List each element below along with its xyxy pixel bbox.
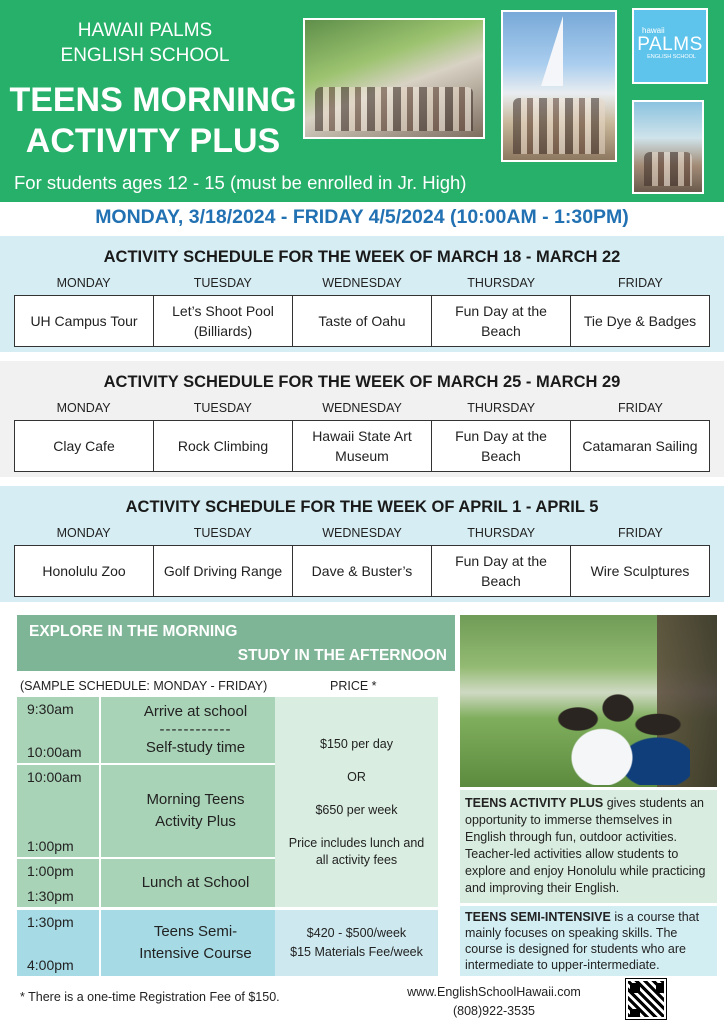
activity-tuesday: Golf Driving Range [153,546,292,596]
activity-thursday: Fun Day at the Beach [431,546,570,596]
day-header-thursday: THURSDAY [467,276,536,290]
registration-fee-note: * There is a one-time Registration Fee of $150. [20,990,280,1004]
start-time: 9:30am [27,701,74,717]
students-park-photo [460,615,717,787]
time-cell [17,697,99,763]
semi-materials-fee: $15 Materials Fee/week [290,945,423,959]
activity-thursday: Fun Day at the Beach [431,421,570,471]
activity-self-study: Self-study time [145,739,246,756]
schedule-activity [101,697,290,763]
program-dates: MONDAY, 3/18/2024 - FRIDAY 4/5/2024 (10:00AM - 1:30PM) [95,206,629,228]
day-header-monday: MONDAY [56,276,111,290]
week-title: ACTIVITY SCHEDULE FOR THE WEEK OF APRIL 1 - APRIL 5 [125,498,599,516]
logo-sub-text: ENGLISH SCHOOL [647,54,696,60]
start-time: 1:00pm [27,863,74,879]
explore-line1: EXPLORE IN THE MORNING [29,623,238,640]
activity-tuesday: Rock Climbing [153,421,292,471]
activity-monday: UH Campus Tour [30,313,138,329]
activity-row [14,420,710,472]
activity-wednesday: Taste of Oahu [292,296,431,346]
day-header-friday: FRIDAY [617,276,663,290]
day-header-tuesday: TUESDAY [193,276,252,290]
semi-intensive-text: is a course that mainly focuses on speaking skills. The course is designed for students who are intermediate to upper-intermediate. [465,910,700,972]
time-cell [17,859,99,907]
activity-plus-text: gives students an opportunity to immerse themselves in English through fun, outdoor activities. Teacher-led activities allow students to explore and enjoy Honolulu while practicing and improving their English. [465,796,706,895]
time-cell [17,765,99,857]
explore-line2: STUDY IN THE AFTERNOON [237,647,447,664]
activity-arrive: Arrive at school [143,703,248,720]
semi-intensive-price [275,910,438,976]
day-header-monday: MONDAY [56,401,111,415]
contact-info [396,983,592,1021]
sample-schedule-section [0,609,724,1024]
day-header-friday: FRIDAY [617,401,663,415]
activity-plus-name: TEENS ACTIVITY PLUS [465,796,604,810]
semi-intensive-name: TEENS SEMI-INTENSIVE [465,910,611,924]
catamaran-photo [501,10,617,162]
price-includes: Price includes lunch and all activity fees [288,835,425,867]
school-name-line2: ENGLISH SCHOOL [60,45,230,66]
end-time: 1:00pm [27,838,74,854]
end-time: 10:00am [27,744,82,760]
price-or: OR [347,769,366,784]
price-per-day: $150 per day [320,736,393,751]
activity-friday: Wire Sculptures [570,546,709,596]
students-figures [315,87,473,131]
activity-tuesday: Let’s Shoot Pool (Billiards) [153,296,292,346]
start-time: 10:00am [27,769,82,785]
end-time: 4:00pm [27,957,74,973]
school-name [30,18,260,68]
program-title-line2: ACTIVITY PLUS [25,122,281,160]
end-time: 1:30pm [27,888,74,904]
activity-friday: Catamaran Sailing [570,421,709,471]
activity-row [14,295,710,347]
phone-number: (808)922-3535 [452,1004,535,1018]
header-banner [0,0,724,202]
day-header-friday: FRIDAY [617,526,663,540]
day-header-thursday: THURSDAY [467,526,536,540]
activity-friday: Tie Dye & Badges [570,296,709,346]
time-cell [17,910,99,976]
palms-logo [632,8,708,84]
qr-code-icon [626,979,666,1019]
day-header-thursday: THURSDAY [467,401,536,415]
day-headers [14,401,710,415]
week-title: ACTIVITY SCHEDULE FOR THE WEEK OF MARCH 18 - MARCH 22 [103,248,621,266]
logo-big-text: PALMS [637,34,703,55]
activity-monday: Clay Cafe [53,438,115,454]
semi-intensive-description [460,906,717,976]
week-schedule-3 [0,486,724,602]
students-on-beach [513,98,605,154]
schedule-activity: Morning Teens Activity Plus [101,765,290,857]
price-per-week: $650 per week [315,802,398,817]
week-schedule-1 [0,236,724,352]
day-header-wednesday: WEDNESDAY [322,526,402,540]
age-requirement: For students ages 12 - 15 (must be enrolled in Jr. High) [14,172,467,193]
sail-shape [541,16,563,86]
program-title-line1: TEENS MORNING [9,81,297,119]
students-group-photo [303,18,485,139]
schedule-activity: Lunch at School [101,859,290,907]
program-title [8,80,298,162]
day-header-monday: MONDAY [56,526,111,540]
day-headers [14,526,710,540]
logo-small-text: hawaii [642,26,665,35]
price-label: PRICE * [330,679,377,693]
sitting-figures [644,152,692,186]
activity-wednesday: Dave & Buster’s [292,546,431,596]
semi-price-week: $420 - $500/week [306,926,407,940]
students-sitting-photo [632,100,704,194]
week-title: ACTIVITY SCHEDULE FOR THE WEEK OF MARCH 25 - MARCH 29 [103,373,621,391]
activity-divider: ------------ [159,721,232,738]
website-link[interactable]: www.EnglishSchoolHawaii.com [407,985,581,999]
school-name-line1: HAWAII PALMS [77,20,213,41]
schedule-activity: Teens Semi-Intensive Course [101,910,290,976]
day-header-tuesday: TUESDAY [193,526,252,540]
start-time: 1:30pm [27,914,74,930]
activity-plus-price [275,697,438,907]
day-headers [14,276,710,290]
sample-schedule-label: (SAMPLE SCHEDULE: MONDAY - FRIDAY) [20,679,268,693]
day-header-tuesday: TUESDAY [193,401,252,415]
activity-wednesday: Hawaii State Art Museum [292,421,431,471]
activity-row [14,545,710,597]
week-schedule-2 [0,361,724,477]
students-in-park [530,675,690,785]
activity-thursday: Fun Day at the Beach [431,296,570,346]
day-header-wednesday: WEDNESDAY [322,401,402,415]
explore-banner [17,615,455,671]
day-header-wednesday: WEDNESDAY [322,276,402,290]
activity-plus-description [460,790,717,903]
activity-monday: Honolulu Zoo [42,563,126,579]
